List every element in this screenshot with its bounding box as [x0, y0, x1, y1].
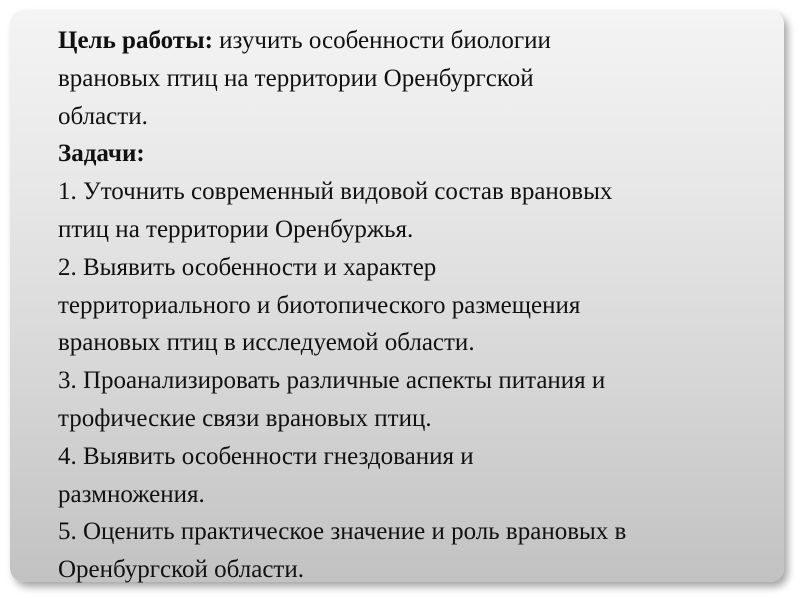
- task-1-line: птиц на территории Оренбуржья.: [58, 215, 414, 243]
- task-2-line: 2. Выявить особенности и характер: [58, 253, 437, 281]
- goal-text: изучить особенности биологии: [212, 27, 551, 54]
- goal-line: [58, 22, 788, 60]
- task-4-line: 4. Выявить особенности гнездования и: [58, 442, 474, 470]
- task-2-line: врановых птиц в исследуемой области.: [58, 329, 475, 357]
- goal-label: Цель работы:: [58, 27, 213, 54]
- task-3-line: 3. Проанализировать различные аспекты питания и: [58, 367, 606, 395]
- task-1-line: 1. Уточнить современный видовой состав врановых: [58, 178, 613, 206]
- task-2-line: территориального и биотопического размещения: [58, 291, 581, 319]
- task-4-line: размножения.: [58, 480, 205, 508]
- task-5-line: 5. Оценить практическое значение и роль врановых в: [58, 518, 627, 546]
- tasks-heading: Задачи:: [58, 140, 145, 168]
- slide-content: [58, 22, 788, 589]
- task-5-line: Оренбургской области.: [58, 556, 304, 584]
- slide-card: [10, 10, 784, 582]
- task-3-line: трофические связи врановых птиц.: [58, 404, 432, 432]
- goal-text-line: области.: [58, 102, 148, 130]
- goal-text-line: врановых птиц на территории Оренбургской: [58, 64, 534, 92]
